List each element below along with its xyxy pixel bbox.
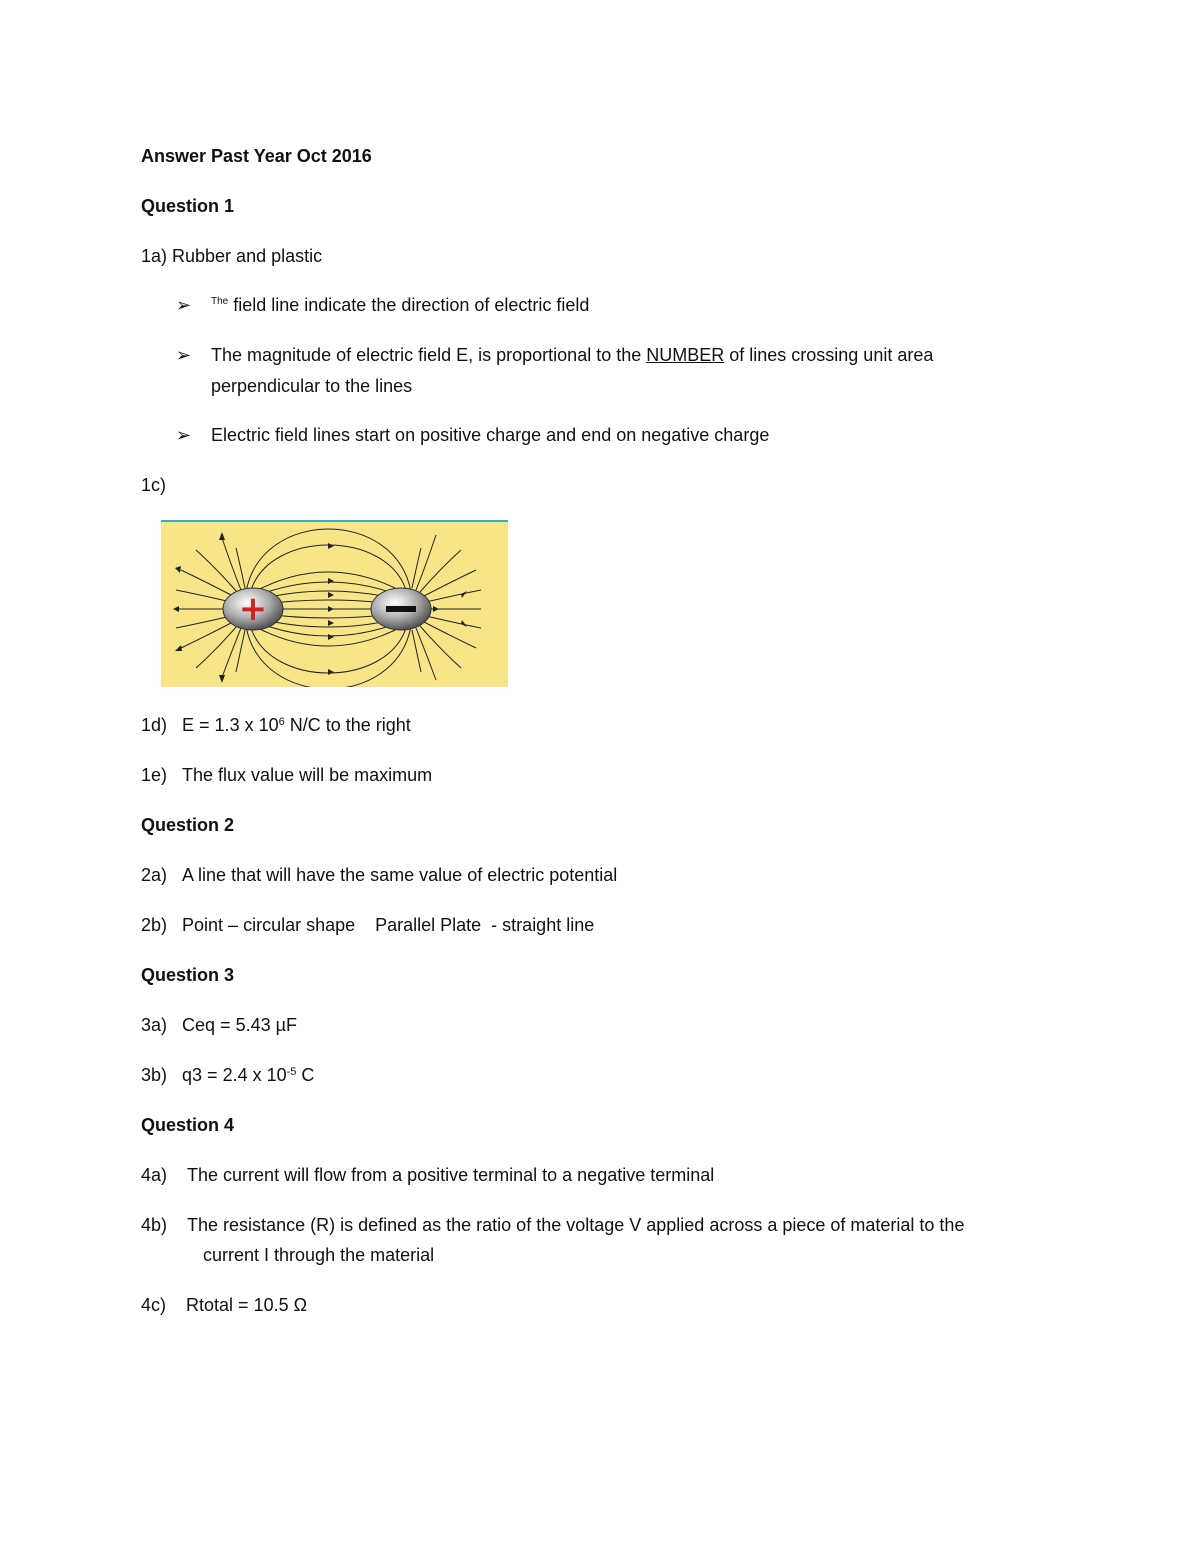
page-title: Answer Past Year Oct 2016: [141, 146, 372, 166]
answer-1d-unit: N/C to the right: [284, 715, 411, 735]
question-4-heading: Question 4: [141, 1115, 235, 1135]
answer-1d: [141, 714, 411, 736]
bullet-2-text-pre: The magnitude of electric field E, is proportional to the: [211, 345, 647, 365]
answer-1a: 1a) Rubber and plastic: [141, 246, 323, 266]
bullet-1-small-text: The: [211, 296, 229, 307]
bullet-2-text-post: of lines crossing unit area: [724, 345, 934, 365]
bullet-2-line-2: perpendicular to the lines: [211, 376, 413, 396]
answer-4c-label: 4c): [141, 1295, 167, 1315]
answer-4c-text: Rtotal = 10.5 Ω: [186, 1295, 308, 1315]
answer-4c: [141, 1294, 307, 1316]
answer-3b-exponent: -5: [286, 1066, 297, 1078]
positive-sign: +: [238, 589, 268, 629]
answer-4a: [141, 1164, 714, 1186]
answer-1b-bullet-2: [211, 344, 933, 366]
answer-1d-value: E = 1.3 x 10: [182, 715, 279, 735]
answer-2b-text: Point – circular shape Parallel Plate - straight line: [182, 915, 595, 935]
answer-1e: [141, 764, 432, 786]
answer-1b-bullet-3: Electric field lines start on positive charge and end on negative charge: [211, 425, 770, 445]
answer-3a-label: 3a): [141, 1015, 168, 1035]
answer-1e-text: The flux value will be maximum: [182, 765, 433, 785]
answer-3a: [141, 1014, 297, 1036]
electric-field-diagram: [161, 520, 508, 687]
bullet-arrow-icon: ➢: [176, 345, 192, 365]
question-1-heading: Question 1: [141, 196, 235, 216]
answer-3b-unit: C: [296, 1065, 315, 1085]
answer-1b-bullet-1: [211, 294, 589, 316]
answer-2a-label: 2a): [141, 865, 168, 885]
answer-1d-exponent: 6: [278, 716, 285, 728]
answer-1d-label: 1d): [141, 715, 168, 735]
answer-4b: [141, 1214, 964, 1236]
answer-2a: [141, 864, 617, 886]
bullet-2-underlined: NUMBER: [646, 345, 725, 365]
answer-3b-value: q3 = 2.4 x 10: [182, 1065, 287, 1085]
answer-3a-text: Ceq = 5.43 µF: [182, 1015, 297, 1035]
question-2-heading: Question 2: [141, 815, 235, 835]
answer-1c-label: 1c): [141, 475, 167, 495]
bullet-arrow-icon: ➢: [176, 295, 192, 315]
answer-2b-label: 2b): [141, 915, 168, 935]
answer-4a-text: The current will flow from a positive terminal to a negative terminal: [187, 1165, 715, 1185]
answer-2b: [141, 914, 594, 936]
answer-1e-label: 1e): [141, 765, 168, 785]
question-3-heading: Question 3: [141, 965, 235, 985]
negative-sign: [386, 606, 416, 612]
answer-4a-label: 4a): [141, 1165, 168, 1185]
answer-3b: [141, 1064, 314, 1086]
answer-4b-label: 4b): [141, 1215, 168, 1235]
answer-4b-line-1: The resistance (R) is defined as the ratio of the voltage V applied across a piece of material to the: [187, 1215, 965, 1235]
answer-2a-text: A line that will have the same value of electric potential: [182, 865, 618, 885]
answer-3b-label: 3b): [141, 1065, 168, 1085]
answer-4b-line-2: current I through the material: [203, 1245, 435, 1265]
bullet-1-text: field line indicate the direction of electric field: [228, 295, 590, 315]
bullet-arrow-icon: ➢: [176, 425, 192, 445]
